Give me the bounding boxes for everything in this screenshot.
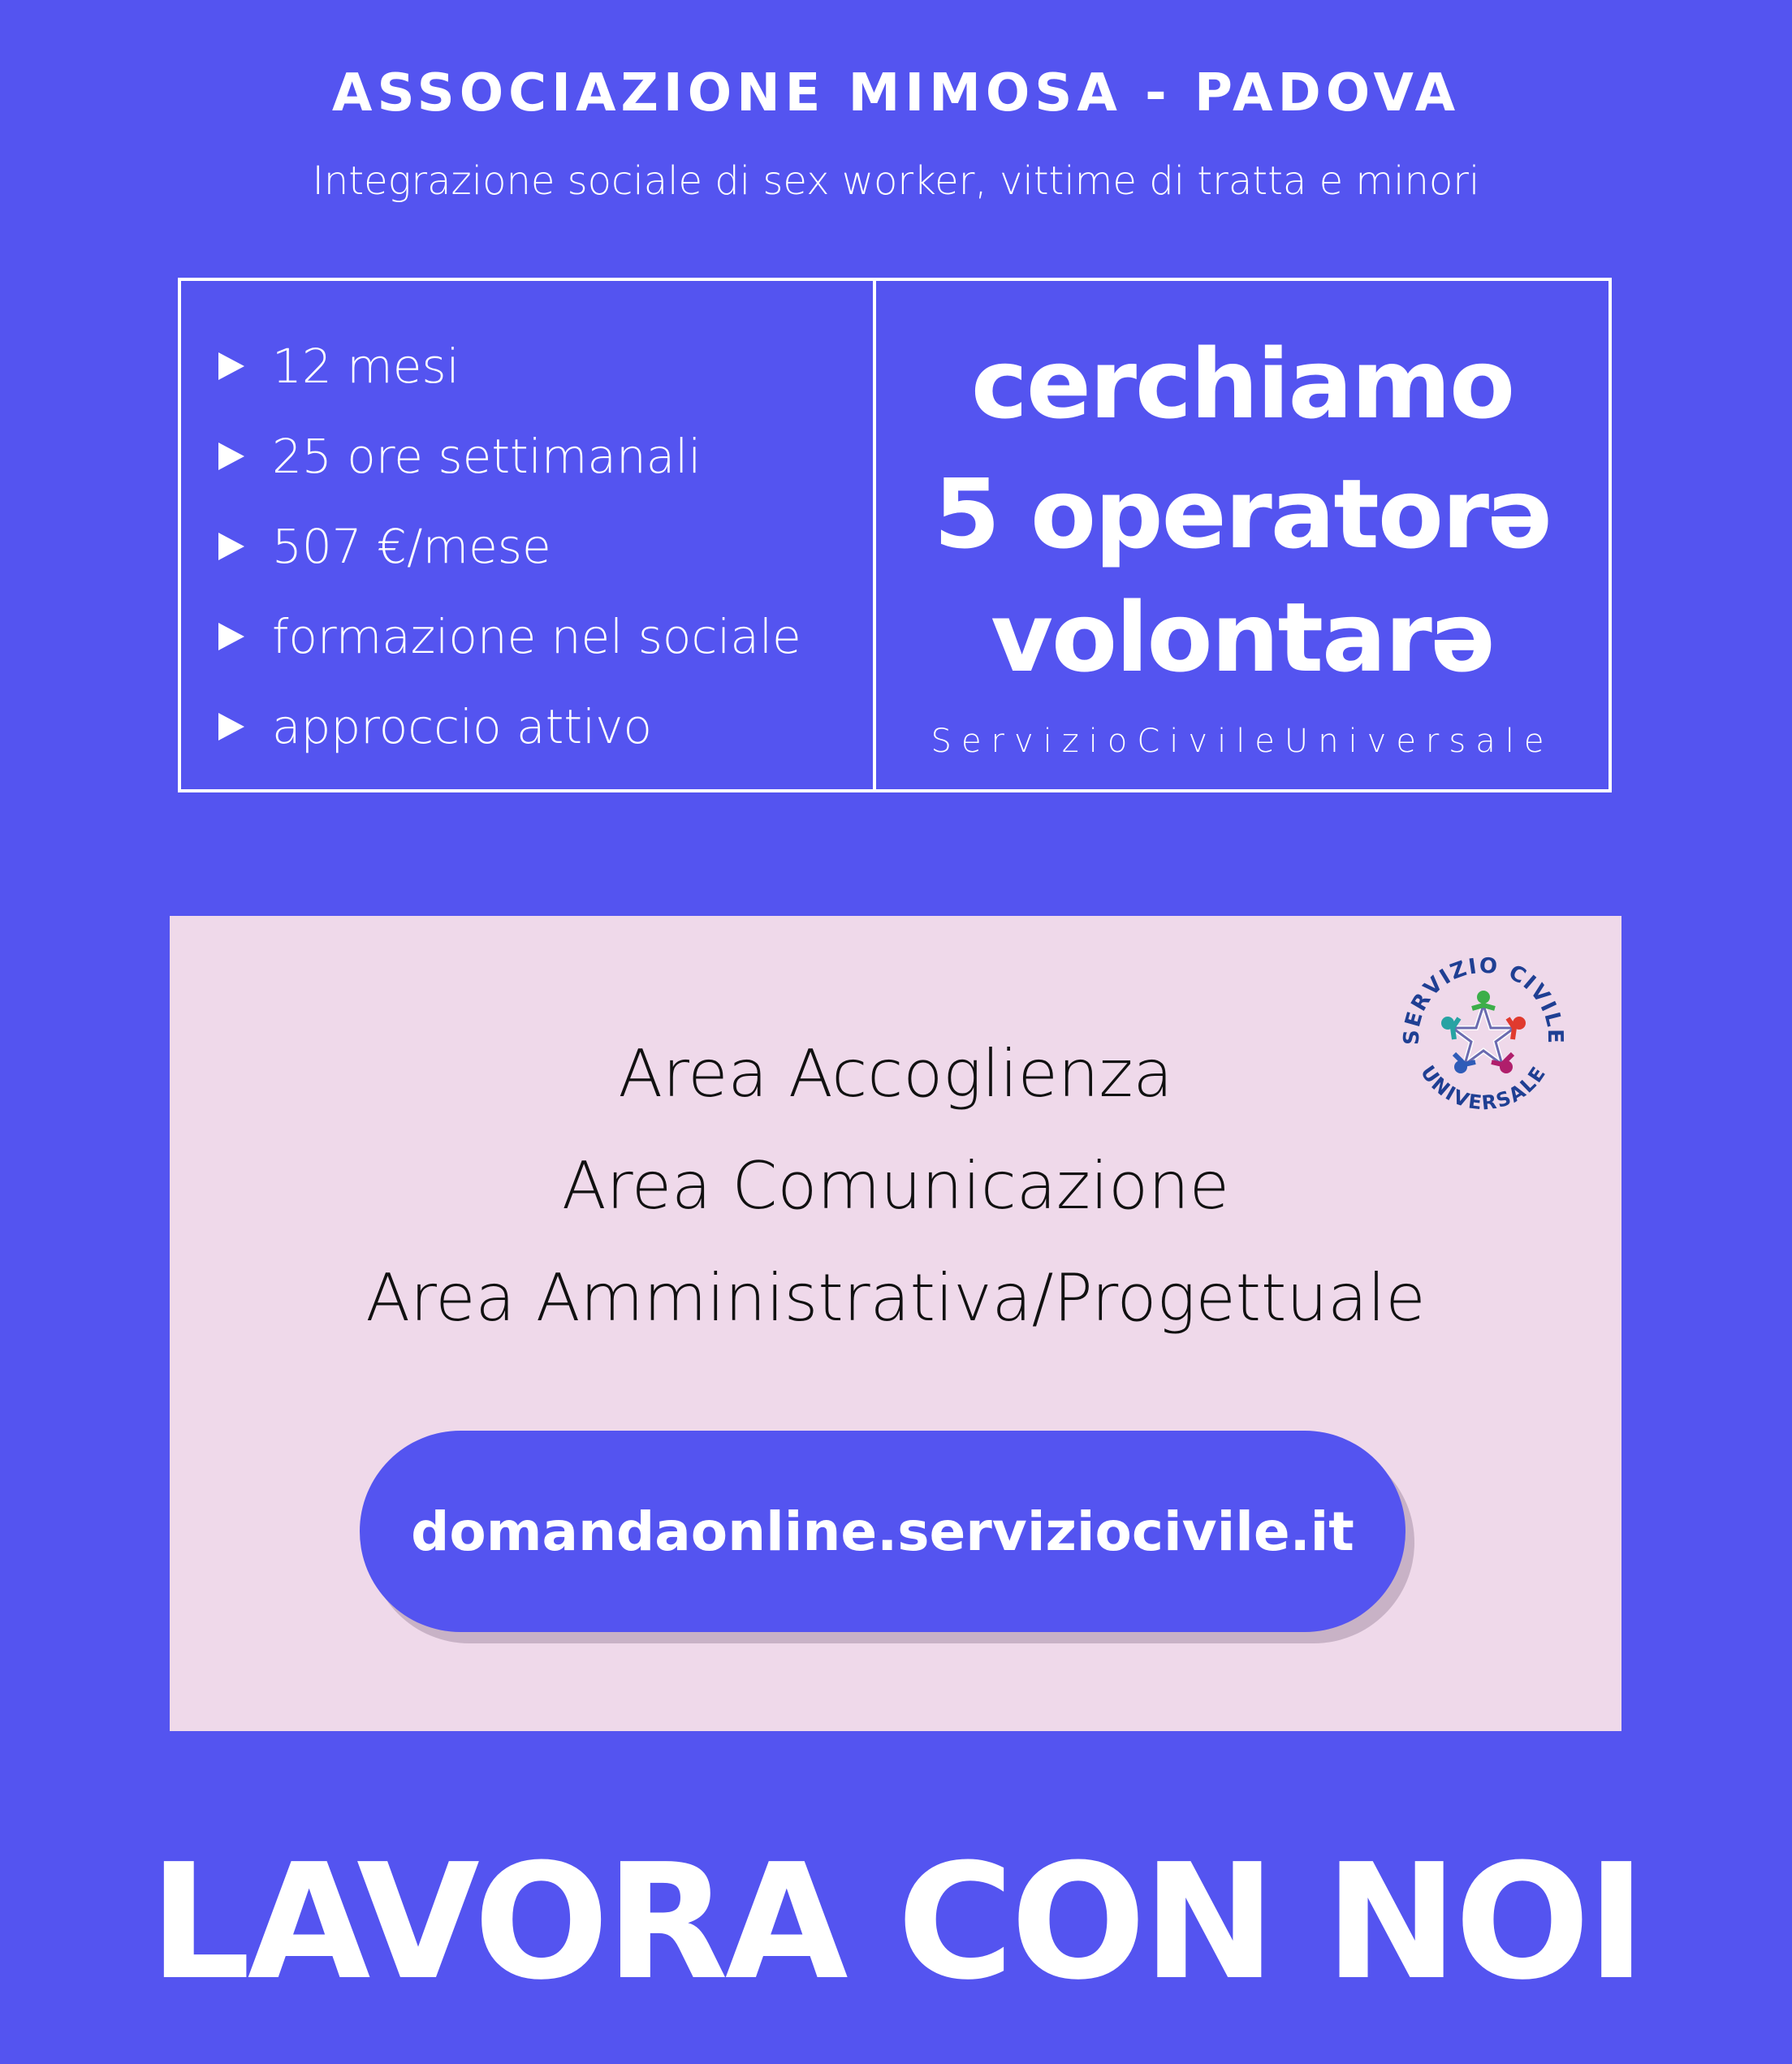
feature-label: 12 mesi: [272, 339, 460, 394]
triangle-bullet-icon: [218, 533, 244, 560]
feature-item: [218, 428, 702, 485]
features-list: [181, 281, 873, 789]
footer-title: LAVORA CON NOI: [149, 1830, 1643, 2015]
headline-block: [876, 281, 1608, 789]
triangle-bullet-icon: [218, 443, 244, 470]
feature-item: [218, 698, 652, 755]
feature-item: [218, 338, 460, 395]
feature-label: 507 €/mese: [272, 519, 551, 574]
logo-bottom-text: UNIVERSALE: [1415, 1061, 1551, 1115]
feature-label: approccio attivo: [272, 699, 652, 754]
area-item: Area Comunicazione: [562, 1148, 1229, 1224]
headline-line-3: volontarə: [991, 581, 1494, 693]
header-title: ASSOCIAZIONE MIMOSA - PADOVA: [331, 63, 1461, 123]
triangle-bullet-icon: [218, 352, 244, 380]
feature-label: 25 ore settimanali: [272, 429, 702, 484]
headline-line-2: 5 operatorə: [933, 458, 1552, 570]
header-subtitle: Integrazione sociale di sex worker, vittime di tratta e minori: [312, 158, 1480, 204]
apply-online-link[interactable]: [360, 1431, 1406, 1632]
areas-panel: [170, 916, 1621, 1731]
apply-online-label: domandaonline.serviziocivile.it: [411, 1500, 1354, 1563]
area-item: Area Accoglienza: [618, 1036, 1173, 1112]
headline-line-1: cerchiamo: [970, 328, 1514, 440]
feature-item: [218, 518, 551, 575]
info-box: [178, 278, 1612, 792]
triangle-bullet-icon: [218, 623, 244, 650]
triangle-bullet-icon: [218, 713, 244, 741]
feature-label: formazione nel sociale: [272, 609, 801, 664]
logo-top-text: SERVIZIO CIVILE: [1399, 953, 1568, 1046]
area-item: Area Amministrativa/Progettuale: [365, 1260, 1426, 1336]
program-name: ServizioCivileUniversale: [931, 723, 1554, 760]
feature-item: [218, 608, 801, 665]
